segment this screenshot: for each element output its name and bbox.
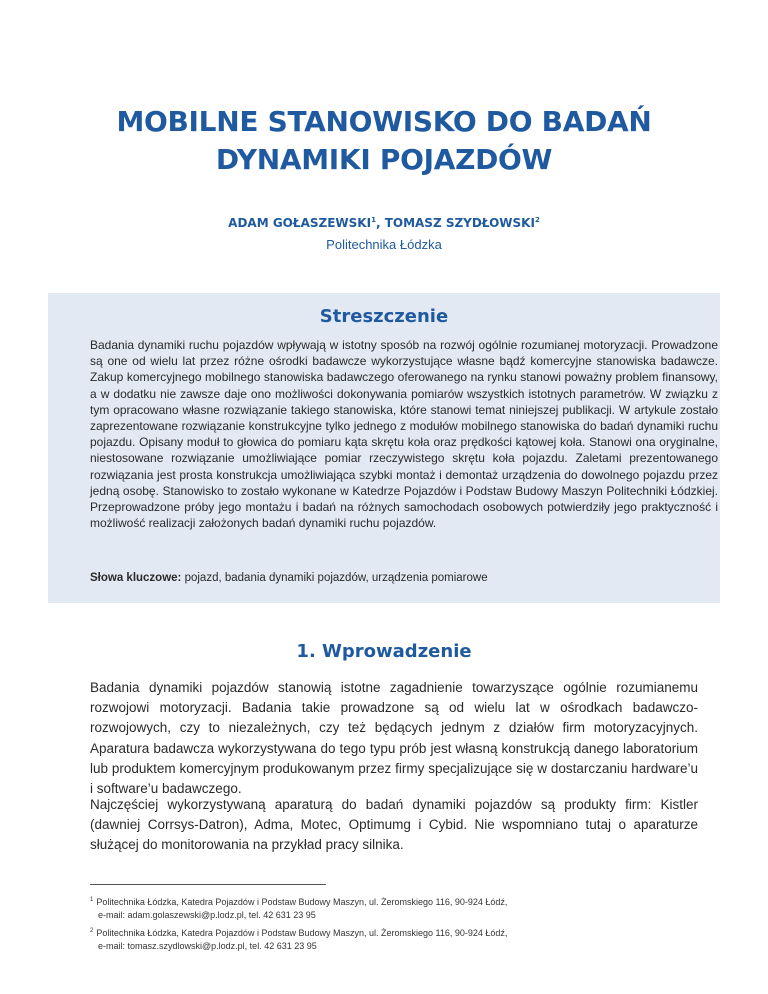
keywords-label: Słowa kluczowe:: [90, 572, 182, 584]
footnote-2: [90, 925, 700, 952]
footnote-1-address: Politechnika Łódzka, Katedra Pojazdów i Podstaw Budowy Maszyn, ul. Żeromskiego 116, 90-924 Łódź,: [96, 897, 508, 907]
keywords-list: pojazd, badania dynamiki pojazdów, urządzenia pomiarowe: [181, 572, 488, 584]
author-2: TOMASZ SZYDŁOWSKI: [384, 216, 535, 230]
abstract-box: [48, 293, 720, 603]
author-separator: ,: [375, 216, 385, 230]
section-heading-introduction: 1. Wprowadzenie: [296, 641, 472, 662]
footnote-1-mark: 1: [90, 897, 94, 903]
author-2-footnote-mark: 2: [534, 216, 540, 224]
footnote-2-contact: e-mail: tomasz.szydlowski@p.lodz.pl, tel. 42 631 23 95: [98, 940, 317, 951]
footnote-divider: [90, 884, 326, 885]
footnote-2-mark: 2: [90, 928, 94, 934]
body-paragraph-1: Badania dynamiki pojazdów stanowią istotne zagadnienie towarzyszące ogólnie rozumianemu rozwojowi motoryzacji. Badania takie prowadzone są od wielu lat w ośrodkach badawczo-rozwojowych, czy to niezależnych, czy też będących jednym z działów firm motoryzacyjnych. Aparatura badawcza wykorzystywana do tego typu prób jest własną konstrukcją danego laboratorium lub produktem komercyjnym produkowanym przez firmy specjalizujące się w dostarczaniu hardware’u i software’u badawczego.: [90, 680, 698, 797]
paper-title: [0, 103, 768, 179]
footnote-1-contact: e-mail: adam.golaszewski@p.lodz.pl, tel. 42 631 23 95: [98, 909, 316, 920]
paper-title-line-2: DYNAMIKI POJAZDÓW: [215, 143, 553, 176]
author-list: [0, 212, 768, 231]
body-paragraph-2: Najczęściej wykorzystywaną aparaturą do badań dynamiki pojazdów są produkty firm: Kistler (dawniej Corrsys-Datron), Adma, Motec, Optimumg i Cybid. Nie wspomniano tutaj o aparaturze służącej do monitorowania na przykład pracy silnika.: [90, 797, 698, 853]
footnote-2-address: Politechnika Łódzka, Katedra Pojazdów i Podstaw Budowy Maszyn, ul. Żeromskiego 116, 90-924 Łódź,: [96, 928, 508, 938]
abstract-heading: Streszczenie: [319, 306, 449, 327]
author-1-footnote-mark: 1: [371, 216, 376, 224]
paper-title-line-1: MOBILNE STANOWISKO DO BADAŃ: [116, 105, 652, 138]
footnote-1: [90, 894, 700, 921]
keywords: [90, 570, 718, 586]
abstract-text: Badania dynamiki ruchu pojazdów wpływają w istotny sposób na rozwój ogólnie rozumianej motoryzacji. Prowadzone są one od wielu lat przez różne ośrodki badawcze wykorzystujące własne bądź komercyjne stanowiska badawcze. Zakup komercyjnego mobilnego stanowiska badawczego oferowanego na rynku stanowi poważny problem finansowy, a w dodatku nie zawsze daje ono możliwości dokonywania pomiarów wszystkich istotnych parametrów. W związku z tym opracowano własne rozwiązanie takiego stanowiska, które stanowi temat niniejszej publikacji. W artykule zostało zaprezentowane rozwiązanie konstrukcyjne tylko jednego z modułów mobilnego stanowiska do badań dynamiki ruchu pojazdu. Opisany moduł to głowica do pomiaru kąta skrętu koła oraz prędkości kątowej koła. Stanowi ona oryginalne, niestosowane rozwiązanie umożliwiające pomiar rzeczywistego skrętu koła pojazdu. Zaletami prezentowanego rozwiązania jest prosta konstrukcja umożliwiająca szybki montaż i demontaż urządzenia do dowolnego pojazdu przez jedną osobę. Stanowisko to zostało wykonane w Katedrze Pojazdów i Podstaw Budowy Maszyn Politechniki Łódzkiej. Przeprowadzone próby jego montażu i badań na różnych samochodach osobowych potwierdziły jego praktyczność i możliwość realizacji założonych badań dynamiki ruchu pojazdów.: [90, 338, 718, 531]
author-1: ADAM GOŁASZEWSKI: [228, 216, 372, 230]
affiliation: Politechnika Łódzka: [326, 237, 442, 252]
